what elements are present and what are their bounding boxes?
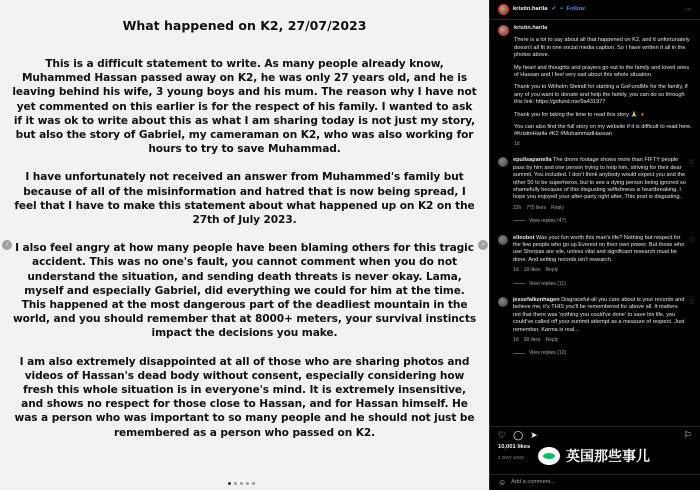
heart-icon[interactable]: ♡	[498, 430, 507, 440]
commenter-avatar[interactable]	[498, 297, 508, 307]
caption-time: 1d	[514, 140, 520, 147]
caption-avatar[interactable]	[498, 25, 509, 36]
post-paragraph: I am also extremely disappointed at all of those who are sharing photos and videos of Hassan's dead body without consent, especially considering how fresh this whole situation is in everyone's mind. It is extremely insensitive, and shows no respect for those close to Hassan, and for Hassan himself. He was a person who was important to so many people and he should not just be remembered as a person who passed on K2.	[14, 355, 475, 439]
caption-hashtags[interactable]: #KristinHarila #K2 #MuhammadHassan	[514, 131, 612, 138]
add-comment-input[interactable]: Add a comment...	[511, 479, 556, 485]
view-replies-button[interactable]: View replies (11)	[513, 281, 694, 288]
verified-badge-icon: ✔	[551, 5, 557, 12]
bookmark-icon[interactable]: ⚐	[683, 430, 692, 440]
author-avatar[interactable]	[498, 4, 509, 15]
reply-button[interactable]: Reply	[551, 204, 564, 211]
carousel-dot	[252, 482, 255, 485]
post-paragraph: I also feel angry at how many people have been blaming others for this tragic accident. This was no one's fault, you cannot comment when you do not understand the situation, and sending death threats is never okay. Lama, myself and especially Gabriel, did everything we could for him at the time. This happened at the most dangerous part of the deadliest mountain in the world, and you should remember that at 8000+ meters, your survival instincts impact the decisions you make.	[12, 242, 477, 340]
watermark	[538, 446, 650, 466]
wechat-logo-icon	[538, 447, 560, 465]
post-side-panel	[490, 0, 700, 490]
commenter-avatar[interactable]	[498, 157, 508, 167]
reply-button[interactable]: Reply	[545, 337, 559, 343]
caption-paragraph: My heart and thoughts and prayers go out to the family and loved ones of Hassan and I feel very sad about this whole situation.	[514, 64, 690, 79]
comment-heart-icon[interactable]: ♡	[688, 299, 694, 306]
comment	[498, 235, 694, 275]
comment-text: The drone footage shows more than FIFTY people pass by him and one person trying to help him, striving for their dear summit. You included. I don't think anybody would expect you and the other 50 to be superheros, but to see a dying person being ignored so shamefully because of this disgusting selfishness is heartbreaking. I hope you enjoyed your after-party right after. This post is disgusting.	[513, 157, 686, 201]
commenter-username[interactable]: jessefalkenhagen	[513, 296, 560, 303]
carousel-dot	[228, 482, 231, 485]
caption-paragraph: Thank you to Wilhelm Steindl for starting a GoFundMe for the family, if any of you want to donate and help the family, you can do so through this link: https://gofund.me/9a431977	[514, 84, 688, 106]
post-paragraph: I have unfortunately not received an answer from Muhammed's family but because of all of the misinformation and hatred that is now being spread, I feel that I have to make this statement about what happened up on K2 on the 27th of July 2023.	[14, 171, 475, 227]
post-date: 1 DAY AGO	[498, 454, 524, 460]
comment-likes[interactable]: 38 likes	[523, 337, 541, 343]
comment-text: Disgraceful-all you care about is your records and believe me, it's THIS you'll be remembered for above all. It matters not that there was 'nothing you could've done' to save his life, you could've called off your summit attempt as a measure of respect. Just remember, Karma is real...	[513, 296, 685, 333]
comment-time: 22h	[513, 204, 522, 211]
carousel-dot	[234, 482, 237, 485]
comments-scroll-area[interactable]	[490, 21, 700, 426]
author-username[interactable]: kristin.harila	[513, 5, 548, 12]
post-title: What happened on K2, 27/07/2023	[122, 18, 367, 33]
caption-username[interactable]: kristin.harila	[514, 25, 548, 31]
post-header	[490, 0, 700, 20]
comment	[498, 157, 694, 212]
carousel-dots	[228, 482, 255, 485]
more-options-icon[interactable]: ···	[685, 5, 692, 13]
previous-image-arrow-icon[interactable]: ‹	[2, 240, 12, 250]
caption-paragraph: Thank you for taking the time to read this story 🙏 🔺	[514, 111, 647, 118]
comment-likes[interactable]: 775 likes	[526, 204, 547, 211]
add-comment-bar	[490, 474, 700, 490]
caption-paragraph: You can also find the full story on my website if it is difficult to read here.	[514, 124, 692, 131]
commenter-avatar[interactable]	[498, 235, 508, 245]
watermark-text: 英国那些事儿	[566, 449, 650, 465]
comment-heart-icon[interactable]: ♡	[688, 160, 694, 167]
comment-likes[interactable]: 18 likes	[523, 267, 541, 274]
comment-text: Was your fun worth this man's life? Nothing but respect for the few people who go up Everest on their own power. But those who use Sherpas are vile, unless vital and significant research must be done. And setting records isn't research.	[513, 234, 685, 263]
share-icon[interactable]: ➤	[530, 430, 538, 440]
carousel-dot	[240, 482, 243, 485]
commenter-username[interactable]: epulisapanella	[513, 157, 552, 164]
comment-heart-icon[interactable]: ♡	[688, 237, 694, 244]
comment-time: 1d	[513, 267, 519, 274]
separator-dot: •	[560, 5, 563, 12]
post-paragraph: This is a difficult statement to write. As many people already know, Muhammed Hassan passed away on K2, he was only 27 years old, and he is leaving behind his wife, 3 young boys and his mum. The reason why I have not yet commented on this earlier is for the respect of his family. I wanted to ask if it was ok to write about this as what I am sharing today is not just my story, but also the story of Gabriel, my cameraman on K2, who was also working for hours to try to save Muhammad.	[12, 58, 477, 156]
follow-button[interactable]: Follow	[566, 5, 585, 12]
comment-time: 1d	[513, 337, 519, 343]
reply-button[interactable]: Reply	[545, 267, 559, 274]
caption	[498, 25, 694, 148]
carousel-dot	[246, 482, 249, 485]
view-replies-button[interactable]: View replies (12)	[513, 350, 694, 357]
next-image-arrow-icon[interactable]: ›	[478, 240, 488, 250]
emoji-icon[interactable]: ☺	[498, 478, 507, 487]
comment	[498, 297, 694, 344]
view-replies-button[interactable]: View replies (47)	[513, 218, 694, 225]
likes-count[interactable]: 10,001 likes	[498, 444, 531, 451]
commenter-username[interactable]: elleobot	[513, 234, 535, 241]
caption-paragraph: There is a lot to say about all that happened on K2, and it unfortunately doesn't all fit in one social media caption. So I have written it all in the photos above.	[514, 37, 690, 59]
comment-icon[interactable]: ◯	[513, 430, 524, 440]
